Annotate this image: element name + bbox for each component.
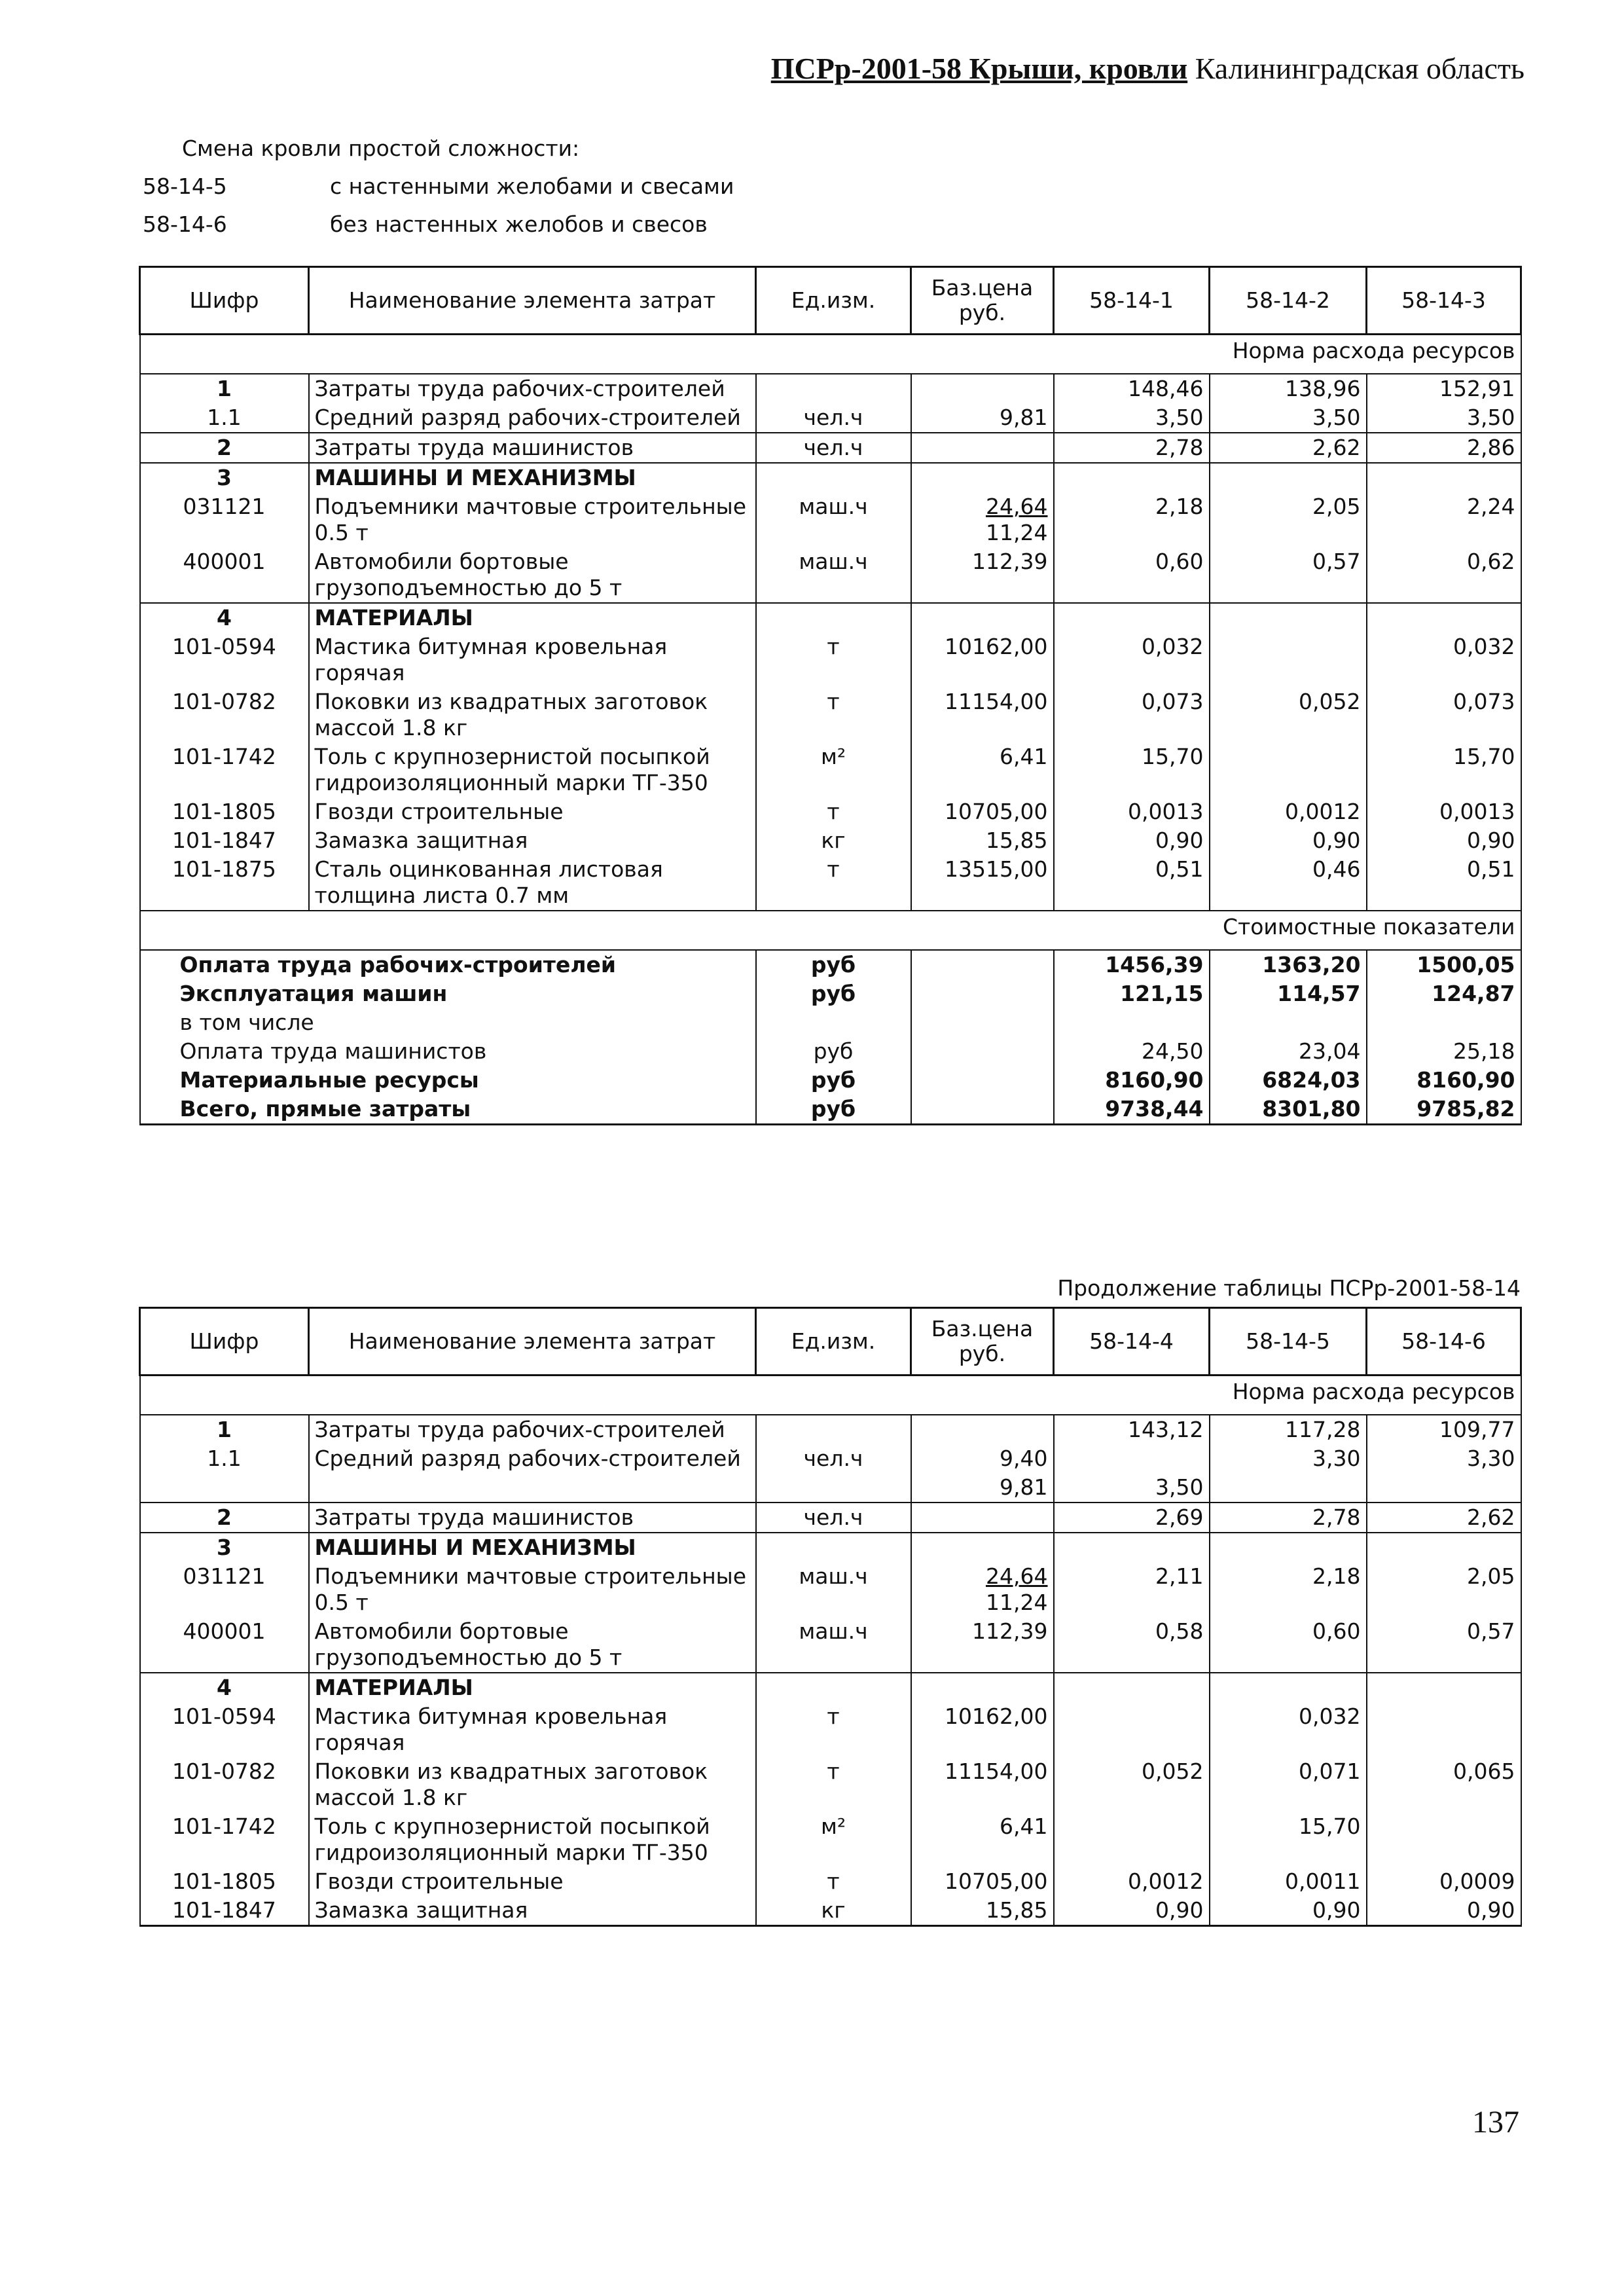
cell-value: 15,70	[1367, 742, 1521, 797]
total-value: 114,57	[1210, 979, 1367, 1008]
cell-unit: маш.ч	[756, 1562, 911, 1617]
cell-price: 10705,00	[911, 797, 1054, 826]
band-row	[140, 335, 1521, 374]
page-number: 137	[1472, 2105, 1519, 2140]
cell-name: Гвозди строительные	[309, 797, 756, 826]
table-row	[140, 1503, 1521, 1533]
header-cell: 58-14-4	[1054, 1308, 1210, 1376]
cell-value: 143,12	[1054, 1415, 1210, 1444]
cell-name: Поковки из квадратных заготовок массой 1.8 кг	[309, 687, 756, 742]
cell-price: 9,40	[911, 1444, 1054, 1473]
intro-item-text: без настенных желобов и свесов	[330, 211, 708, 237]
cell-name: Затраты труда рабочих-строителей	[309, 374, 756, 403]
band-norm-label: Норма расхода ресурсов	[140, 335, 1521, 374]
cell-name: Средний разряд рабочих-строителей	[309, 1444, 756, 1473]
table-row	[140, 1444, 1521, 1473]
cell-value: 3,50	[1210, 403, 1367, 433]
cell-value: 0,60	[1054, 547, 1210, 603]
cell-price	[911, 1562, 1054, 1617]
totals-row	[140, 1095, 1521, 1125]
cell-price: 15,85	[911, 826, 1054, 855]
cell-value: 0,0013	[1054, 797, 1210, 826]
cell-value: 3,30	[1367, 1444, 1521, 1473]
cell-value	[1210, 632, 1367, 687]
cell-value: 0,90	[1054, 1896, 1210, 1926]
cell-value: 3,50	[1054, 1473, 1210, 1503]
cell-price: 9,81	[911, 403, 1054, 433]
cell-value: 0,46	[1210, 855, 1367, 911]
cell-value: 109,77	[1367, 1415, 1521, 1444]
cell-value	[1367, 1702, 1521, 1757]
cell-code: 1	[140, 1415, 309, 1444]
cell-code: 101-0782	[140, 687, 309, 742]
price-sub: 11,24	[986, 1590, 1048, 1615]
continuation-caption: Продолжение таблицы ПСРр-2001-58-14	[1057, 1275, 1521, 1301]
cell-unit	[756, 1473, 911, 1503]
cell-value: 0,0012	[1054, 1867, 1210, 1896]
page-header	[771, 51, 1525, 86]
cell-section-title: МАШИНЫ И МЕХАНИЗМЫ	[309, 1533, 756, 1562]
cell-unit: маш.ч	[756, 1617, 911, 1673]
cell-unit: т	[756, 1702, 911, 1757]
totals-row	[140, 1066, 1521, 1095]
cell-code: 400001	[140, 1617, 309, 1673]
cell-price: 112,39	[911, 547, 1054, 603]
header-code: ПСРр-2001-58 Крыши, кровли	[770, 52, 1188, 85]
header-region: Калининградская область	[1195, 52, 1525, 85]
cell-value: 0,57	[1210, 547, 1367, 603]
total-unit: руб	[756, 979, 911, 1008]
cell-code: 1	[140, 374, 309, 403]
total-value: 9785,82	[1367, 1095, 1521, 1125]
total-value: 8160,90	[1054, 1066, 1210, 1095]
table-row	[140, 1896, 1521, 1926]
header-cell: Ед.изм.	[756, 267, 911, 335]
totals-row	[140, 979, 1521, 1008]
cell-value: 15,70	[1054, 742, 1210, 797]
cell-code: 101-1805	[140, 797, 309, 826]
cell-section-title: МАТЕРИАЛЫ	[309, 603, 756, 632]
cell-value: 0,073	[1367, 687, 1521, 742]
totals-row	[140, 950, 1521, 979]
cell-code	[140, 1473, 309, 1503]
cell-code: 101-1742	[140, 742, 309, 797]
total-label: в том числе	[140, 1008, 756, 1037]
cell-name: Затраты труда рабочих-строителей	[309, 1415, 756, 1444]
cell-value: 0,0012	[1210, 797, 1367, 826]
cell-unit: т	[756, 1757, 911, 1812]
cell-name: Толь с крупнозернистой посыпкой гидроизоляционный марки ТГ-350	[309, 742, 756, 797]
table-row	[140, 403, 1521, 433]
cell-price	[911, 433, 1054, 463]
table-row	[140, 374, 1521, 403]
cell-name: Автомобили бортовые грузоподъемностью до 5 т	[309, 547, 756, 603]
cell-value: 15,70	[1210, 1812, 1367, 1867]
cell-name: Мастика битумная кровельная горячая	[309, 1702, 756, 1757]
cell-value: 0,032	[1210, 1702, 1367, 1757]
cell-value: 0,032	[1054, 632, 1210, 687]
total-unit: руб	[756, 950, 911, 979]
total-unit: руб	[756, 1066, 911, 1095]
total-label: Оплата труда рабочих-строителей	[140, 950, 756, 979]
cell-code: 101-0594	[140, 632, 309, 687]
cell-value: 2,05	[1210, 492, 1367, 547]
table-row	[140, 463, 1521, 492]
cell-price: 6,41	[911, 1812, 1054, 1867]
cell-price	[911, 1503, 1054, 1533]
header-cell: Баз.цена руб.	[911, 267, 1054, 335]
total-value: 25,18	[1367, 1037, 1521, 1066]
total-unit: руб	[756, 1037, 911, 1066]
cell-value: 2,18	[1054, 492, 1210, 547]
total-value: 1363,20	[1210, 950, 1367, 979]
cell-value: 0,90	[1367, 826, 1521, 855]
band-row	[140, 1376, 1521, 1415]
total-value: 124,87	[1367, 979, 1521, 1008]
cell-price: 10162,00	[911, 1702, 1054, 1757]
cell-code: 3	[140, 1533, 309, 1562]
cell-value: 152,91	[1367, 374, 1521, 403]
header-cell: Шифр	[140, 267, 309, 335]
table-row	[140, 632, 1521, 687]
cell-name: Затраты труда машинистов	[309, 433, 756, 463]
cell-value: 0,57	[1367, 1617, 1521, 1673]
cell-value: 2,18	[1210, 1562, 1367, 1617]
cell-unit: т	[756, 632, 911, 687]
cell-value	[1054, 1444, 1210, 1473]
cell-value: 2,78	[1054, 433, 1210, 463]
cell-code: 4	[140, 603, 309, 632]
band-cost-label: Стоимостные показатели	[140, 911, 1521, 950]
cell-name: Автомобили бортовые грузоподъемностью до 5 т	[309, 1617, 756, 1673]
cell-value: 0,90	[1054, 826, 1210, 855]
cell-unit: т	[756, 797, 911, 826]
totals-row	[140, 1037, 1521, 1066]
cell-price	[911, 1415, 1054, 1444]
table-row	[140, 1702, 1521, 1757]
total-value: 23,04	[1210, 1037, 1367, 1066]
table-row	[140, 603, 1521, 632]
cell-name: Сталь оцинкованная листовая толщина листа 0.7 мм	[309, 855, 756, 911]
cell-unit	[756, 374, 911, 403]
cell-value: 0,071	[1210, 1757, 1367, 1812]
cell-unit: чел.ч	[756, 403, 911, 433]
intro-block	[143, 130, 734, 244]
intro-title: Смена кровли простой сложности:	[182, 136, 580, 161]
cell-value: 2,11	[1054, 1562, 1210, 1617]
header-cell: 58-14-3	[1367, 267, 1521, 335]
cell-unit: чел.ч	[756, 1503, 911, 1533]
cell-name: Гвозди строительные	[309, 1867, 756, 1896]
cell-value	[1054, 1702, 1210, 1757]
price-main: 24,64	[986, 1563, 1048, 1589]
cell-unit: т	[756, 1867, 911, 1896]
cell-value: 3,50	[1367, 403, 1521, 433]
cell-value: 0,90	[1210, 826, 1367, 855]
table-row	[140, 492, 1521, 547]
total-value: 8301,80	[1210, 1095, 1367, 1125]
cell-value	[1054, 1812, 1210, 1867]
cell-price: 11154,00	[911, 687, 1054, 742]
table-row	[140, 826, 1521, 855]
cell-code: 031121	[140, 492, 309, 547]
cell-value: 0,065	[1367, 1757, 1521, 1812]
total-label: Всего, прямые затраты	[140, 1095, 756, 1125]
cell-value: 0,073	[1054, 687, 1210, 742]
cell-code: 1.1	[140, 403, 309, 433]
cell-code: 1.1	[140, 1444, 309, 1473]
cell-price: 9,81	[911, 1473, 1054, 1503]
table-row	[140, 797, 1521, 826]
total-label: Материальные ресурсы	[140, 1066, 756, 1095]
cell-name: Подъемники мачтовые строительные 0.5 т	[309, 1562, 756, 1617]
total-label: Оплата труда машинистов	[140, 1037, 756, 1066]
cell-name: Поковки из квадратных заготовок массой 1.8 кг	[309, 1757, 756, 1812]
header-cell: 58-14-2	[1210, 267, 1367, 335]
cell-value: 0,51	[1367, 855, 1521, 911]
cell-code: 400001	[140, 547, 309, 603]
cell-unit: чел.ч	[756, 433, 911, 463]
cell-value: 0,0009	[1367, 1867, 1521, 1896]
cell-value: 0,90	[1367, 1896, 1521, 1926]
cell-price: 13515,00	[911, 855, 1054, 911]
cell-section-title: МАШИНЫ И МЕХАНИЗМЫ	[309, 463, 756, 492]
cell-unit: м²	[756, 1812, 911, 1867]
price-sub: 11,24	[986, 520, 1048, 545]
table-row	[140, 1757, 1521, 1812]
cell-value: 3,30	[1210, 1444, 1367, 1473]
cell-price: 112,39	[911, 1617, 1054, 1673]
cell-unit: маш.ч	[756, 547, 911, 603]
table-header-row	[140, 1308, 1521, 1376]
cell-value: 138,96	[1210, 374, 1367, 403]
cell-section-title: МАТЕРИАЛЫ	[309, 1673, 756, 1702]
cell-value: 2,05	[1367, 1562, 1521, 1617]
intro-item-code: 58-14-6	[143, 211, 227, 237]
header-cell: Наименование элемента затрат	[309, 267, 756, 335]
cell-code: 101-1847	[140, 1896, 309, 1926]
resource-table-2	[139, 1307, 1522, 1927]
cell-unit: м²	[756, 742, 911, 797]
intro-item	[143, 206, 734, 244]
intro-item-text: с настенными желобами и свесами	[330, 173, 734, 199]
total-unit: руб	[756, 1095, 911, 1125]
cell-code: 031121	[140, 1562, 309, 1617]
cell-value: 0,052	[1054, 1757, 1210, 1812]
cell-name: Затраты труда машинистов	[309, 1503, 756, 1533]
cell-code: 101-1847	[140, 826, 309, 855]
cell-name: Толь с крупнозернистой посыпкой гидроизоляционный марки ТГ-350	[309, 1812, 756, 1867]
table-row	[140, 433, 1521, 463]
total-value: 8160,90	[1367, 1066, 1521, 1095]
band-row	[140, 911, 1521, 950]
cell-value: 2,86	[1367, 433, 1521, 463]
cell-value: 0,90	[1210, 1896, 1367, 1926]
cell-code: 2	[140, 1503, 309, 1533]
cell-code: 101-0782	[140, 1757, 309, 1812]
total-value: 24,50	[1054, 1037, 1210, 1066]
cell-value: 148,46	[1054, 374, 1210, 403]
cell-code: 4	[140, 1673, 309, 1702]
total-value: 6824,03	[1210, 1066, 1367, 1095]
cell-name: Замазка защитная	[309, 826, 756, 855]
cell-unit: т	[756, 855, 911, 911]
cell-name: Средний разряд рабочих-строителей	[309, 403, 756, 433]
cell-price: 6,41	[911, 742, 1054, 797]
resource-table-1	[139, 266, 1522, 1125]
cell-value: 2,62	[1367, 1503, 1521, 1533]
cell-value	[1210, 1473, 1367, 1503]
total-value: 1500,05	[1367, 950, 1521, 979]
table-row	[140, 1562, 1521, 1617]
cell-name	[309, 1473, 756, 1503]
table-row	[140, 1415, 1521, 1444]
table-header-row	[140, 267, 1521, 335]
cell-value: 0,0013	[1367, 797, 1521, 826]
cell-value: 0,032	[1367, 632, 1521, 687]
cell-value: 3,50	[1054, 403, 1210, 433]
table-row	[140, 1617, 1521, 1673]
cell-value	[1367, 1812, 1521, 1867]
cell-value: 0,58	[1054, 1617, 1210, 1673]
cell-value: 2,69	[1054, 1503, 1210, 1533]
cell-code: 3	[140, 463, 309, 492]
cell-code: 101-1742	[140, 1812, 309, 1867]
header-cell: Баз.цена руб.	[911, 1308, 1054, 1376]
cell-value: 2,24	[1367, 492, 1521, 547]
header-cell: Шифр	[140, 1308, 309, 1376]
intro-item-code: 58-14-5	[143, 173, 227, 199]
intro-item	[143, 168, 734, 206]
table-row	[140, 547, 1521, 603]
cell-value: 2,62	[1210, 433, 1367, 463]
cell-price: 11154,00	[911, 1757, 1054, 1812]
cell-price	[911, 374, 1054, 403]
header-cell: Ед.изм.	[756, 1308, 911, 1376]
cell-value: 117,28	[1210, 1415, 1367, 1444]
cell-value: 0,0011	[1210, 1867, 1367, 1896]
cell-name: Замазка защитная	[309, 1896, 756, 1926]
cell-value: 0,60	[1210, 1617, 1367, 1673]
cell-unit	[756, 1415, 911, 1444]
table-row	[140, 1533, 1521, 1562]
cell-unit: кг	[756, 826, 911, 855]
cell-value	[1367, 1473, 1521, 1503]
table-row	[140, 687, 1521, 742]
cell-value: 0,62	[1367, 547, 1521, 603]
table-row	[140, 1812, 1521, 1867]
table-row	[140, 855, 1521, 911]
total-value: 9738,44	[1054, 1095, 1210, 1125]
cell-value: 0,052	[1210, 687, 1367, 742]
cell-code: 2	[140, 433, 309, 463]
cell-name: Подъемники мачтовые строительные 0.5 т	[309, 492, 756, 547]
cell-unit: кг	[756, 1896, 911, 1926]
cell-value	[1210, 742, 1367, 797]
cell-name: Мастика битумная кровельная горячая	[309, 632, 756, 687]
header-cell: Наименование элемента затрат	[309, 1308, 756, 1376]
cell-code: 101-1805	[140, 1867, 309, 1896]
cell-code: 101-1875	[140, 855, 309, 911]
header-cell: 58-14-6	[1367, 1308, 1521, 1376]
total-label: Эксплуатация машин	[140, 979, 756, 1008]
price-main: 24,64	[986, 494, 1048, 519]
cell-price: 10705,00	[911, 1867, 1054, 1896]
header-cell: 58-14-5	[1210, 1308, 1367, 1376]
cell-unit: чел.ч	[756, 1444, 911, 1473]
cell-price: 10162,00	[911, 632, 1054, 687]
cell-price	[911, 492, 1054, 547]
totals-row	[140, 1008, 1521, 1037]
total-value: 1456,39	[1054, 950, 1210, 979]
table-row	[140, 742, 1521, 797]
table-row	[140, 1673, 1521, 1702]
cell-code: 101-0594	[140, 1702, 309, 1757]
band-norm-label: Норма расхода ресурсов	[140, 1376, 1521, 1415]
cell-value: 2,78	[1210, 1503, 1367, 1533]
cell-price: 15,85	[911, 1896, 1054, 1926]
table-row	[140, 1473, 1521, 1503]
table-row	[140, 1867, 1521, 1896]
total-value: 121,15	[1054, 979, 1210, 1008]
cell-unit: маш.ч	[756, 492, 911, 547]
cell-unit: т	[756, 687, 911, 742]
cell-value: 0,51	[1054, 855, 1210, 911]
header-cell: 58-14-1	[1054, 267, 1210, 335]
